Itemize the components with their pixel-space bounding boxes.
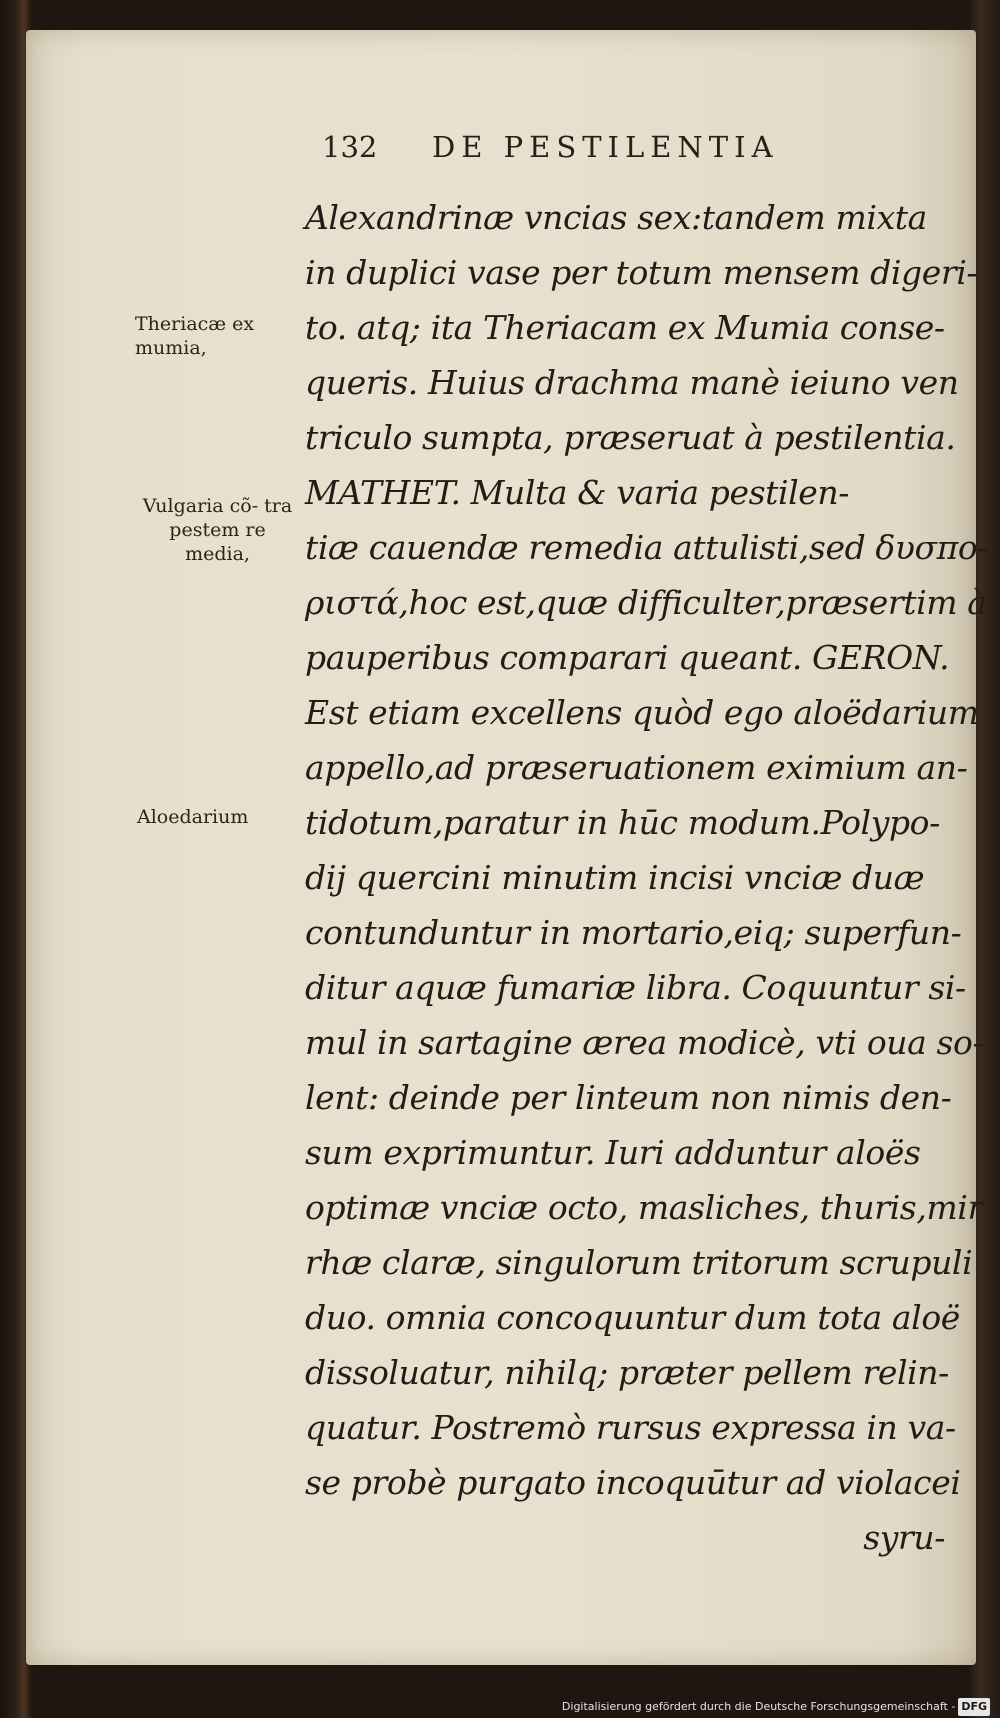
text-line: Est etiam excellens quòd ego aloëdarium — [305, 693, 979, 732]
text-line: pauperibus comparari queant. GERON. — [305, 638, 950, 677]
text-line: sum exprimuntur. Iuri adduntur aloës — [305, 1133, 921, 1172]
text-line: ριστά,hoc est,quæ difficulter,præsertim à — [305, 583, 987, 622]
running-title: DE PESTILENTIA — [432, 130, 779, 164]
text-line: ditur aquæ fumariæ libra. Coquuntur si- — [305, 968, 966, 1007]
text-line: dissoluatur, nihilq; præter pellem relin- — [305, 1353, 949, 1392]
page-header — [322, 128, 862, 172]
page-number: 132 — [322, 130, 378, 164]
text-line: to. atq; ita Theriacam ex Mumia conse- — [305, 308, 945, 347]
text-line: lent: deinde per linteum non nimis den- — [305, 1078, 952, 1117]
body-text — [305, 190, 989, 1565]
text-line: se probè purgato incoquūtur ad violacei — [305, 1463, 961, 1502]
text-line: quatur. Postremò rursus expressa in va- — [305, 1408, 956, 1447]
dfg-logo: DFG — [958, 1698, 990, 1716]
text-line: mul in sartagine ærea modicè, vti oua so- — [305, 1023, 984, 1062]
text-line: rhæ claræ, singulorum tritorum scrupuli — [305, 1243, 973, 1282]
text-line: duo. omnia concoquuntur dum tota aloë — [305, 1298, 960, 1337]
text-line: appello,ad præseruationem eximium an- — [305, 748, 968, 787]
text-line: tiæ cauendæ remedia attulisti,sed δυσπο- — [305, 528, 989, 567]
credit-text: Digitalisierung gefördert durch die Deutsche Forschungsgemeinschaft - — [561, 1700, 956, 1713]
text-line: Alexandrinæ vncias sex:tandem mixta — [305, 198, 927, 237]
text-line: tidotum,paratur in hūc modum.Polypo- — [305, 803, 940, 842]
text-line: dij quercini minutim incisi vnciæ duæ — [305, 858, 925, 897]
text-line: queris. Huius drachma manè ieiuno ven — [305, 363, 959, 402]
marginal-note-aloedarium: Aloedarium — [137, 806, 249, 828]
text-line: triculo sumpta, præseruat à pestilentia. — [305, 418, 956, 457]
marginal-note-theriaca: Theriacæ ex mumia, — [135, 313, 255, 359]
text-line: contunduntur in mortario,eiq; superfun- — [305, 913, 962, 952]
text-line: in duplici vase per totum mensem digeri- — [305, 253, 978, 292]
digitization-credit — [562, 1698, 990, 1716]
text-line: optimæ vnciæ octo, masliches, thuris,mir — [305, 1188, 983, 1227]
catchword: syru- — [863, 1518, 945, 1557]
marginal-note-vulgaria: Vulgaria cõ- tra pestem re media, — [142, 495, 293, 565]
text-line: MATHET. Multa & varia pestilen- — [305, 473, 850, 512]
